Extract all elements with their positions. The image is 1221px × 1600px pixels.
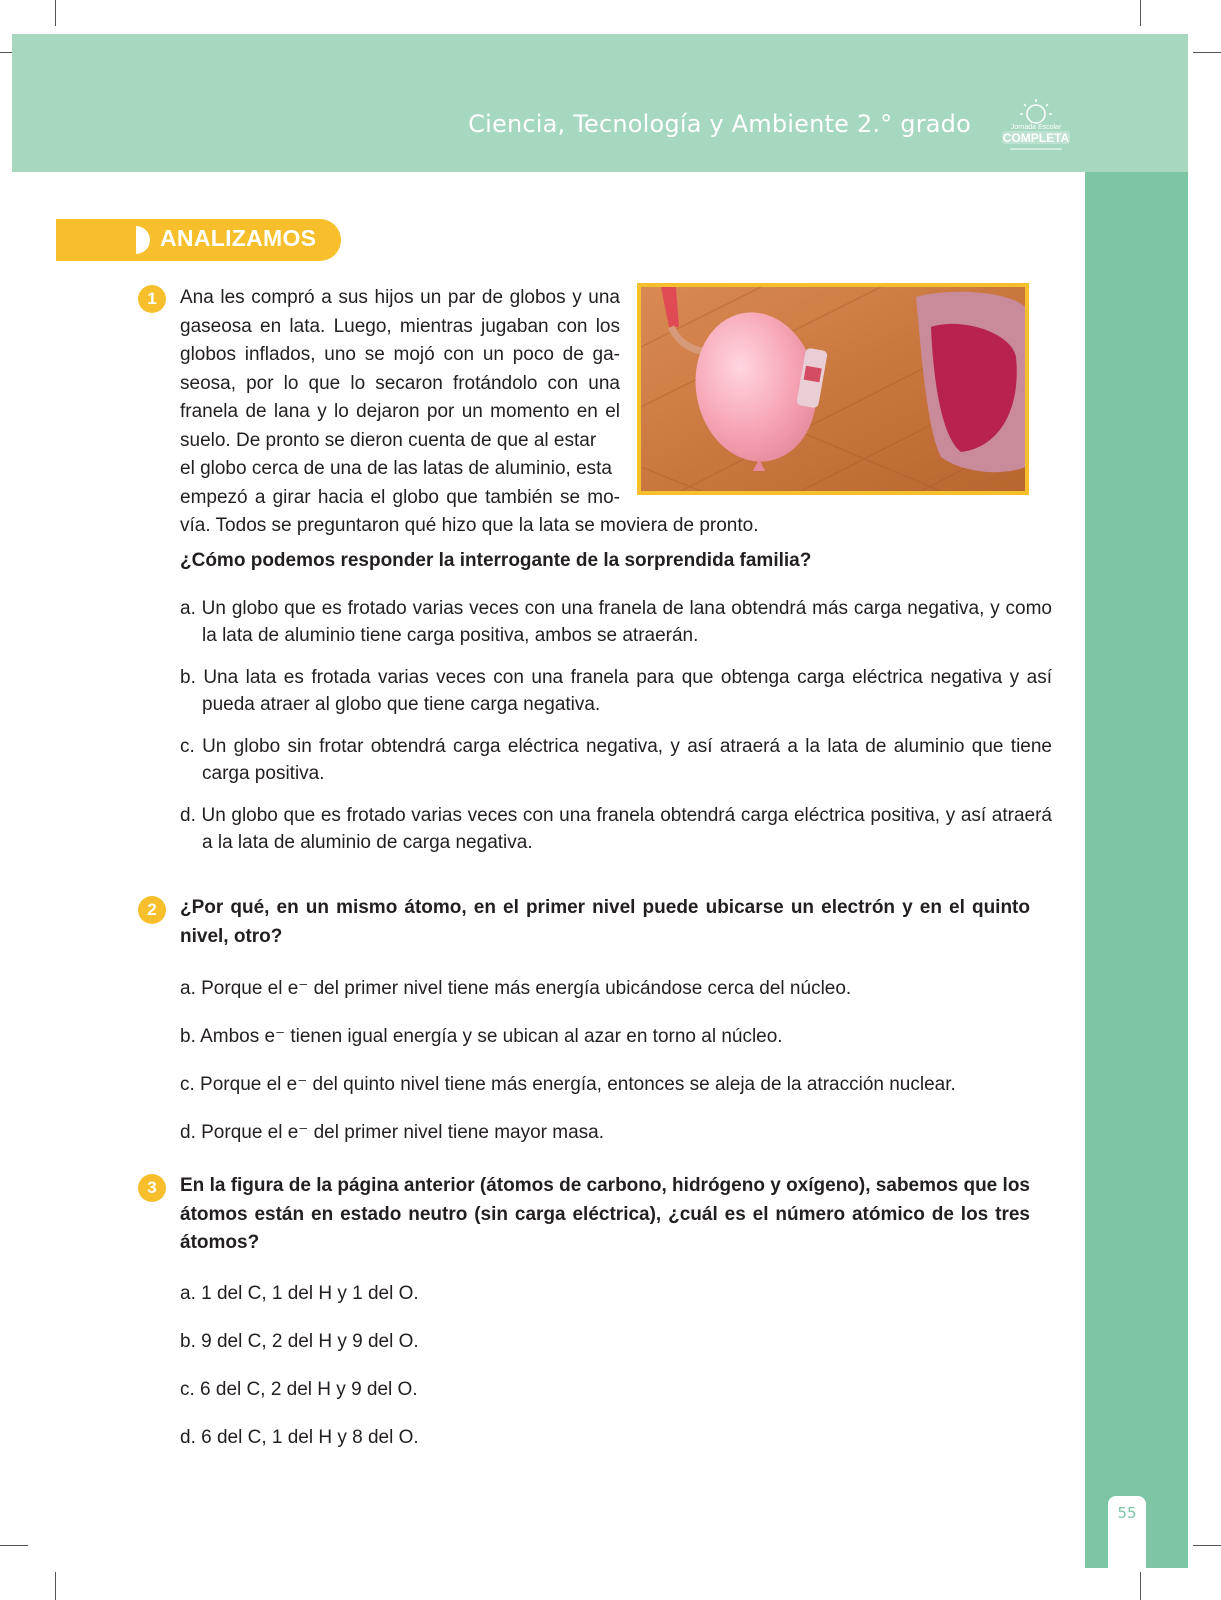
q1-story-line: Ana les compró a sus hijos un par de globos y una xyxy=(180,287,620,308)
q1-option-d[interactable]: d. Un globo que es frotado varias veces con una franela obtendrá carga eléctrica positiva, y así atraerá a la lata de aluminio de carga negativa. xyxy=(180,805,1052,853)
header-title: Ciencia, Tecnología y Ambiente 2.° grado xyxy=(468,110,971,138)
jornada-completa-logo xyxy=(996,96,1076,156)
section-label: ANALIZAMOS xyxy=(160,225,317,251)
q1-option-b[interactable]: b. Una lata es frotada varias veces con una franela para que obtenga carga eléctrica negativa y así pueda atraer al globo que tiene carga negativa. xyxy=(180,667,1052,715)
q1-story-line: globos inflados, uno se mojó con un poco de ga- xyxy=(180,344,620,365)
q1-story-line: empezó a girar hacia el globo que también se mo- xyxy=(180,486,620,508)
q2-option-c[interactable]: c. Porque el e⁻ del quinto nivel tiene más energía, entonces se aleja de la atracción nuclear. xyxy=(180,1074,956,1095)
crop-mark xyxy=(55,0,56,26)
balloon-photo xyxy=(637,283,1029,495)
question-1-number: 1 xyxy=(138,285,166,313)
section-label-pill xyxy=(56,219,341,261)
crop-mark xyxy=(1140,1572,1141,1600)
q2-option-b[interactable]: b. Ambos e⁻ tienen igual energía y se ubican al azar en torno al núcleo. xyxy=(180,1026,783,1047)
balloon-photo-illustration xyxy=(641,287,1025,491)
q2-question: ¿Por qué, en un mismo átomo, en el primer nivel puede ubicarse un electrón y en el quinto nivel, otro? xyxy=(180,897,1030,947)
q1-question: ¿Cómo podemos responder la interrogante de la sorprendida familia? xyxy=(180,550,812,571)
q1-story-line: el globo cerca de una de las latas de aluminio, esta xyxy=(180,458,612,479)
q1-story-line: vía. Todos se preguntaron qué hizo que la lata se moviera de pronto. xyxy=(180,515,759,536)
q3-option-c[interactable]: c. 6 del C, 2 del H y 9 del O. xyxy=(180,1379,418,1400)
logo-subtext: Jornada Escolar xyxy=(1010,124,1062,131)
question-2-number: 2 xyxy=(138,896,166,924)
q2-option-d[interactable]: d. Porque el e⁻ del primer nivel tiene mayor masa. xyxy=(180,1122,605,1143)
page-number-tab xyxy=(1108,1496,1146,1568)
crop-mark xyxy=(1193,52,1221,53)
q1-story-line: suelo. De pronto se dieron cuenta de que al estar xyxy=(180,429,597,451)
q1-option-a[interactable]: a. Un globo que es frotado varias veces con una franela de lana obtendrá más carga negativa, y como la lata de aluminio tiene carga positiva, ambos se atraerán. xyxy=(180,598,1052,646)
q1-story-line: franela de lana y lo dejaron por un momento en el xyxy=(180,401,620,422)
q3-option-a[interactable]: a. 1 del C, 1 del H y 1 del O. xyxy=(180,1283,419,1304)
logo-text: COMPLETA xyxy=(1002,131,1070,145)
crop-mark xyxy=(0,1545,28,1546)
q1-story-line: seosa, por lo que lo secaron frotándolo con una xyxy=(180,372,620,394)
q2-option-a[interactable]: a. Porque el e⁻ del primer nivel tiene más energía ubicándose cerca del núcleo. xyxy=(180,978,852,999)
page-number: 55 xyxy=(1117,1504,1137,1522)
q3-option-b[interactable]: b. 9 del C, 2 del H y 9 del O. xyxy=(180,1331,419,1352)
q1-story xyxy=(180,284,759,541)
pill-marker xyxy=(136,226,150,254)
crop-mark xyxy=(55,1572,56,1600)
crop-mark xyxy=(1140,0,1141,26)
q1-story-line: gaseosa en lata. Luego, mientras jugaban con los xyxy=(180,315,620,337)
side-band xyxy=(1085,172,1188,1568)
q1-option-c[interactable]: c. Un globo sin frotar obtendrá carga eléctrica negativa, y así atraerá a la lata de aluminio que tiene carga positiva. xyxy=(180,736,1052,784)
question-3-number: 3 xyxy=(138,1174,166,1202)
q3-option-d[interactable]: d. 6 del C, 1 del H y 8 del O. xyxy=(180,1427,419,1448)
q3-question: En la figura de la página anterior (átomos de carbono, hidrógeno y oxígeno), sabemos que los átomos están en estado neutro (sin carga eléctrica), ¿cuál es el número atómico de los tres átomos? xyxy=(180,1175,1030,1253)
crop-mark xyxy=(1193,1545,1221,1546)
